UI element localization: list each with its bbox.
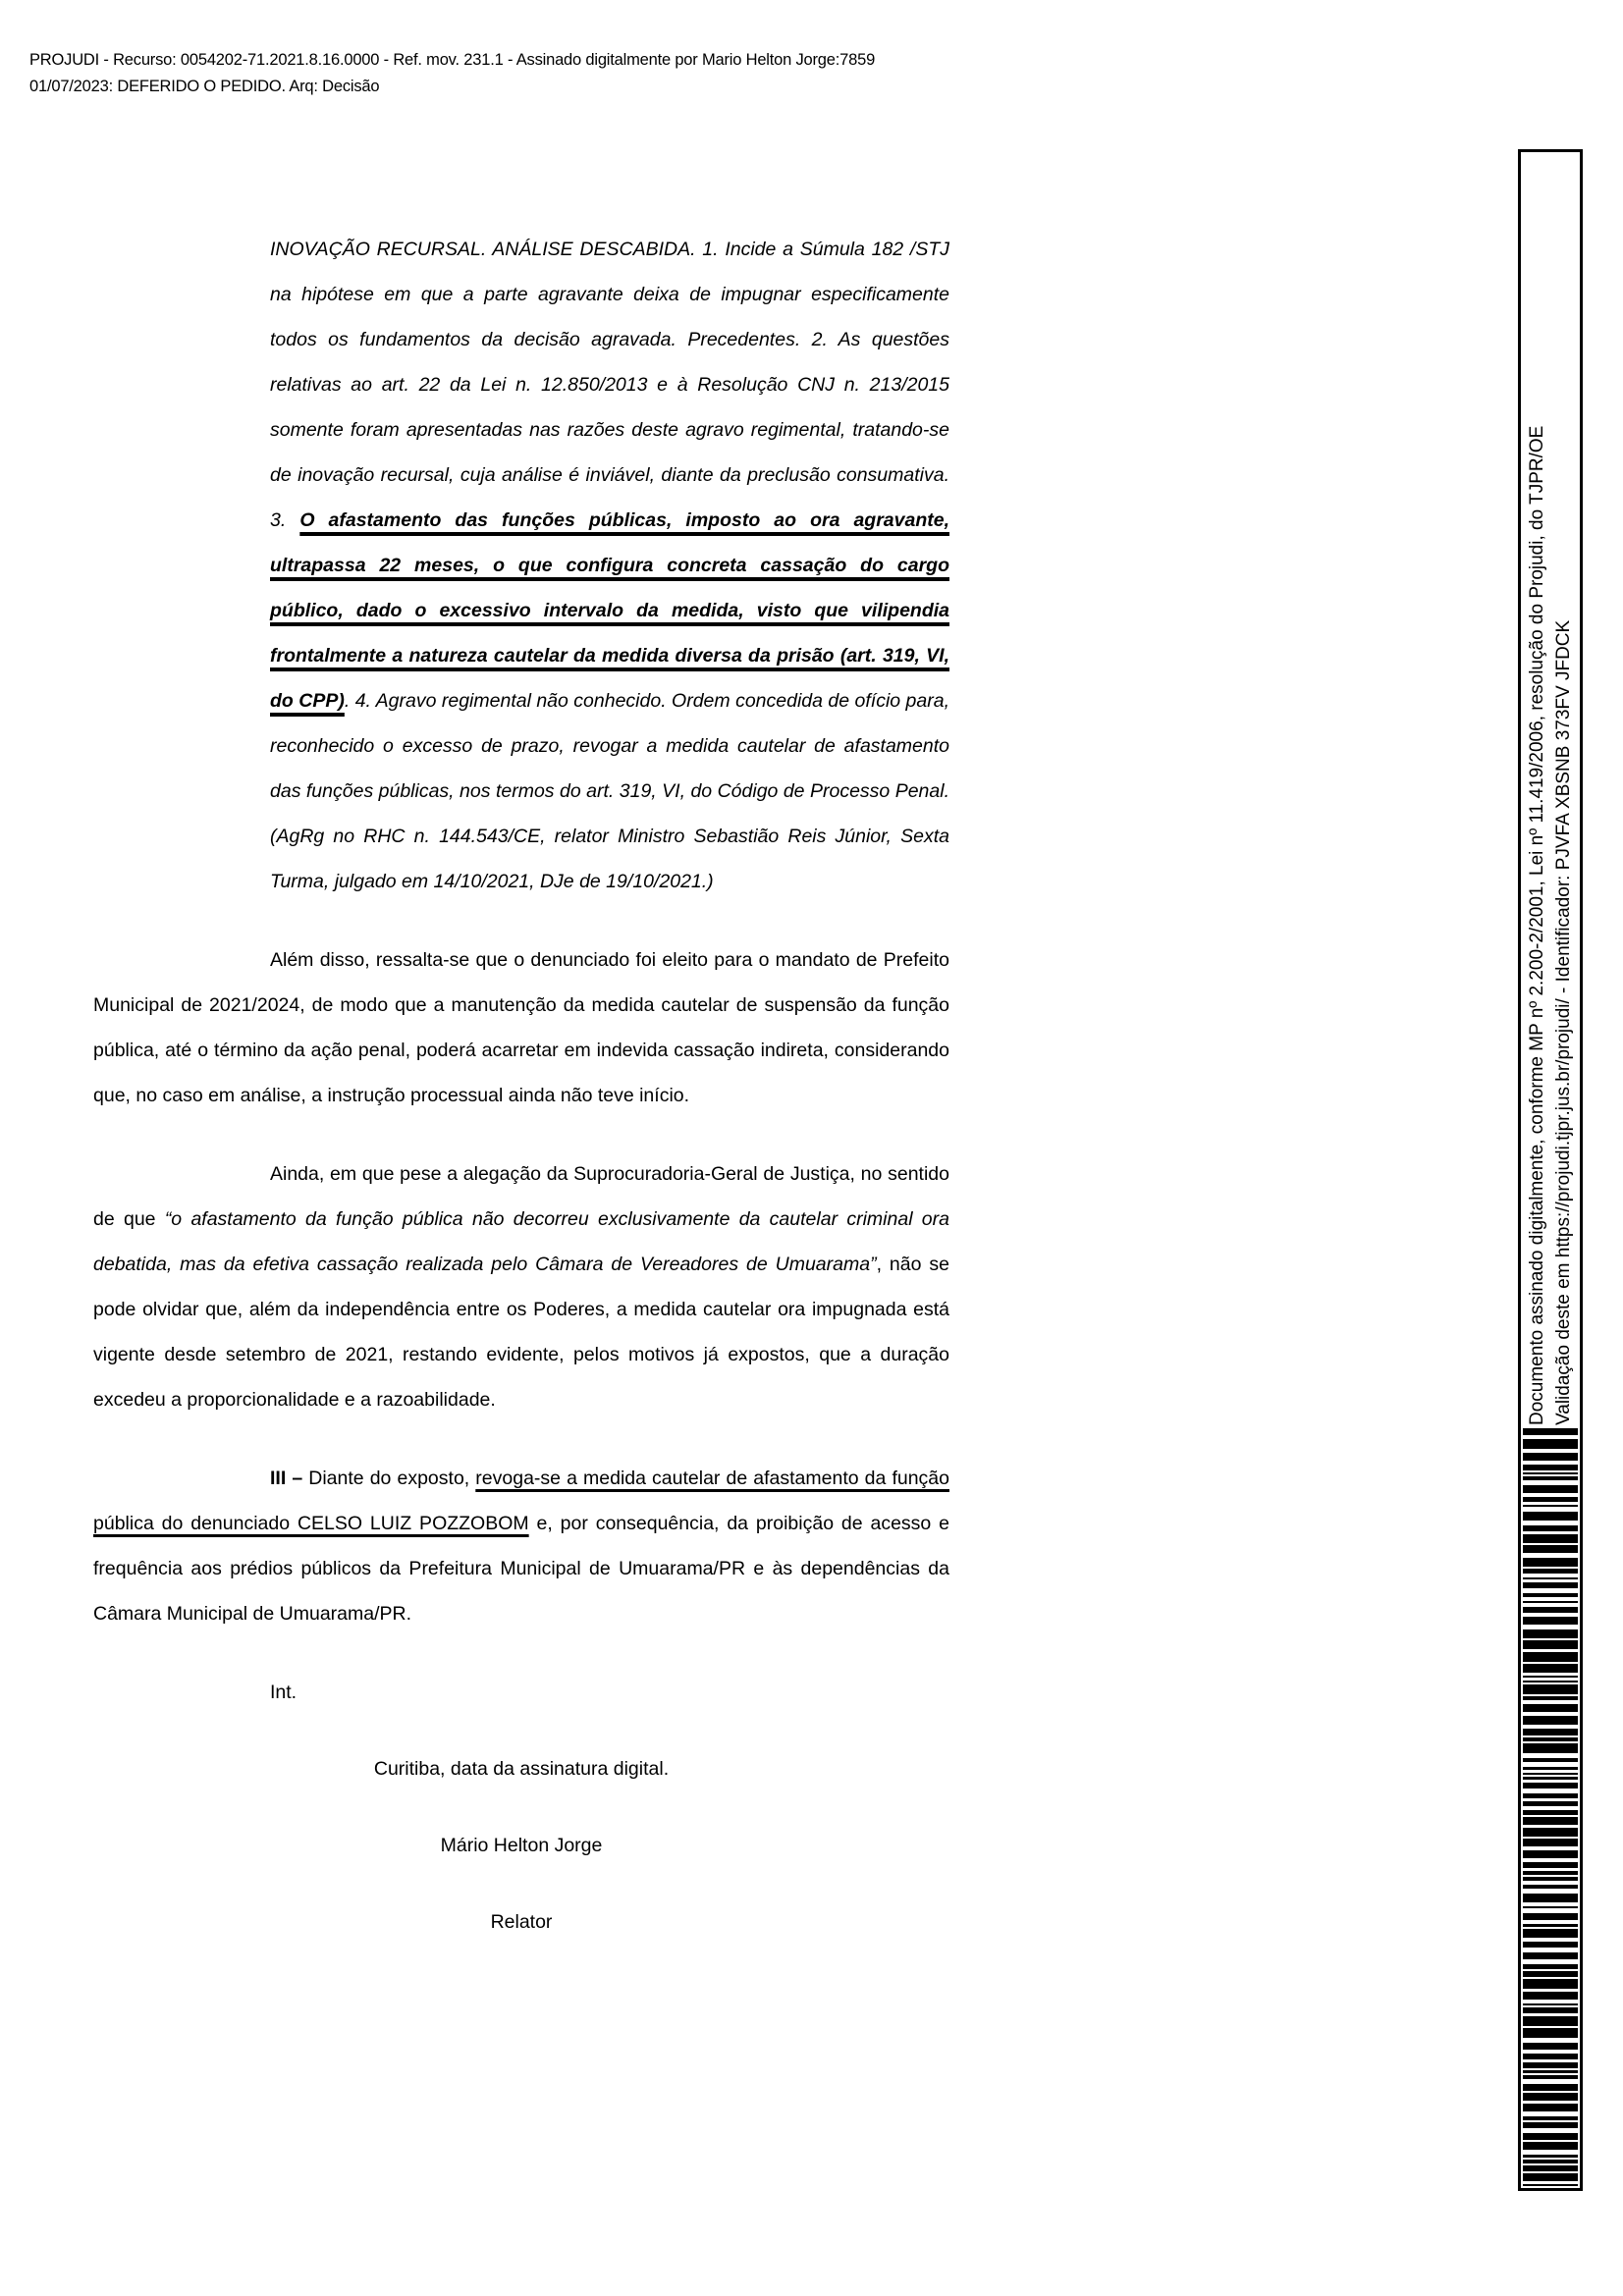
- paragraph-dispositivo: [93, 1456, 949, 1636]
- decision-body: [93, 227, 949, 1945]
- paragraph-alem-disso: Além disso, ressalta-se que o denunciado foi eleito para o mandato de Prefeito Municipal de 2021/2024, de modo que a manutenção da medida cautelar de suspensão da função pública, até o término da ação penal, poderá acarretar em indevida cassação indireta, considerando que, no caso em análise, a instrução processual ainda não teve início.: [93, 949, 949, 1106]
- header-line-2: 01/07/2023: DEFERIDO O PEDIDO. Arq: Decisão: [29, 78, 380, 95]
- projudi-header: [29, 47, 875, 100]
- sidebar-text-line-1: Documento assinado digitalmente, conforme MP nº 2.200-2/2001, Lei nº 11.419/2006, resolução do Projudi, do TJPR/OE: [1527, 425, 1547, 1425]
- p2-inner-quote: “o afastamento da função pública não decorreu exclusivamente da cautelar criminal ora debatida, mas da efetiva cassação realizada pelo Câmara de Vereadores de Umuarama”: [93, 1208, 949, 1275]
- sidebar-text-line-2: Validação deste em https://projudi.tjpr.jus.br/projudi/ - Identificador: PJVFA XBSNB 373FV JFDCK: [1553, 619, 1574, 1425]
- p3-end: e, por consequência, da proibição de acesso e frequência aos prédios públicos da Prefeitura Municipal de Umuarama/PR e às dependências da Câmara Municipal de Umuarama/PR.: [93, 1513, 949, 1625]
- quote-part-1: INOVAÇÃO RECURSAL. ANÁLISE DESCABIDA. 1. Incide a Súmula 182 /STJ na hipótese em que a parte agravante deixa de impugnar especificamente todos os fundamentos da decisão agravada. Precedentes. 2. As questões relativas ao art. 22 da Lei n. 12.850/2013 e à Resolução CNJ n. 213/2015 somente foram apresentadas nas razões deste agravo regimental, tratando-se de inovação recursal, cuja análise é inviável, diante da preclusão consumativa. 3.: [270, 239, 949, 531]
- paragraph-ainda: [93, 1151, 949, 1422]
- p2-end: , não se pode olvidar que, além da independência entre os Poderes, a medida cautelar ora impugnada está vigente desde setembro de 2021, restando evidente, pelos motivos já expostos, que a duração excedeu a proporcionalidade e a razoabilidade.: [93, 1254, 949, 1411]
- p3-start: Diante do exposto,: [302, 1468, 476, 1489]
- signature-role: Relator: [490, 1911, 553, 1933]
- p3-underlined-order: revoga-se a medida cautelar de afastamento da função pública do denunciado CELSO LUIZ POZZOBOM: [93, 1468, 949, 1534]
- barcode: [1523, 1428, 1578, 2186]
- jurisprudence-quote: [270, 227, 949, 904]
- signature-place-date: Curitiba, data da assinatura digital.: [373, 1758, 670, 1780]
- quote-bold-underlined: O afastamento das funções públicas, imposto ao ora agravante, ultrapassa 22 meses, o que configura concreta cassação do cargo público, dado o excessivo intervalo da medida, visto que vilipendia frontalmente a natureza cautelar da medida diversa da prisão (art. 319, VI, do CPP): [270, 509, 949, 712]
- signature-name: Mário Helton Jorge: [440, 1835, 603, 1856]
- digital-signature-strip: [1518, 149, 1583, 2191]
- int-note: Int.: [270, 1682, 298, 1703]
- quote-part-3: . 4. Agravo regimental não conhecido. Ordem concedida de ofício para, reconhecido o excesso de prazo, revogar a medida cautelar de afastamento das funções públicas, nos termos do art. 319, VI, do Código de Processo Penal. (AgRg no RHC n. 144.543/CE, relator Ministro Sebastião Reis Júnior, Sexta Turma, julgado em 14/10/2021, DJe de 19/10/2021.): [270, 690, 949, 892]
- digital-signature-strip-text: [1524, 152, 1579, 1425]
- header-line-1: PROJUDI - Recurso: 0054202-71.2021.8.16.0000 - Ref. mov. 231.1 - Assinado digitalmente por Mario Helton Jorge:7859: [29, 51, 876, 69]
- p2-start: Ainda, em que pese a alegação da Suprocuradoria-Geral de Justiça, no sentido de que: [93, 1163, 949, 1230]
- p3-roman-marker: III –: [270, 1468, 303, 1489]
